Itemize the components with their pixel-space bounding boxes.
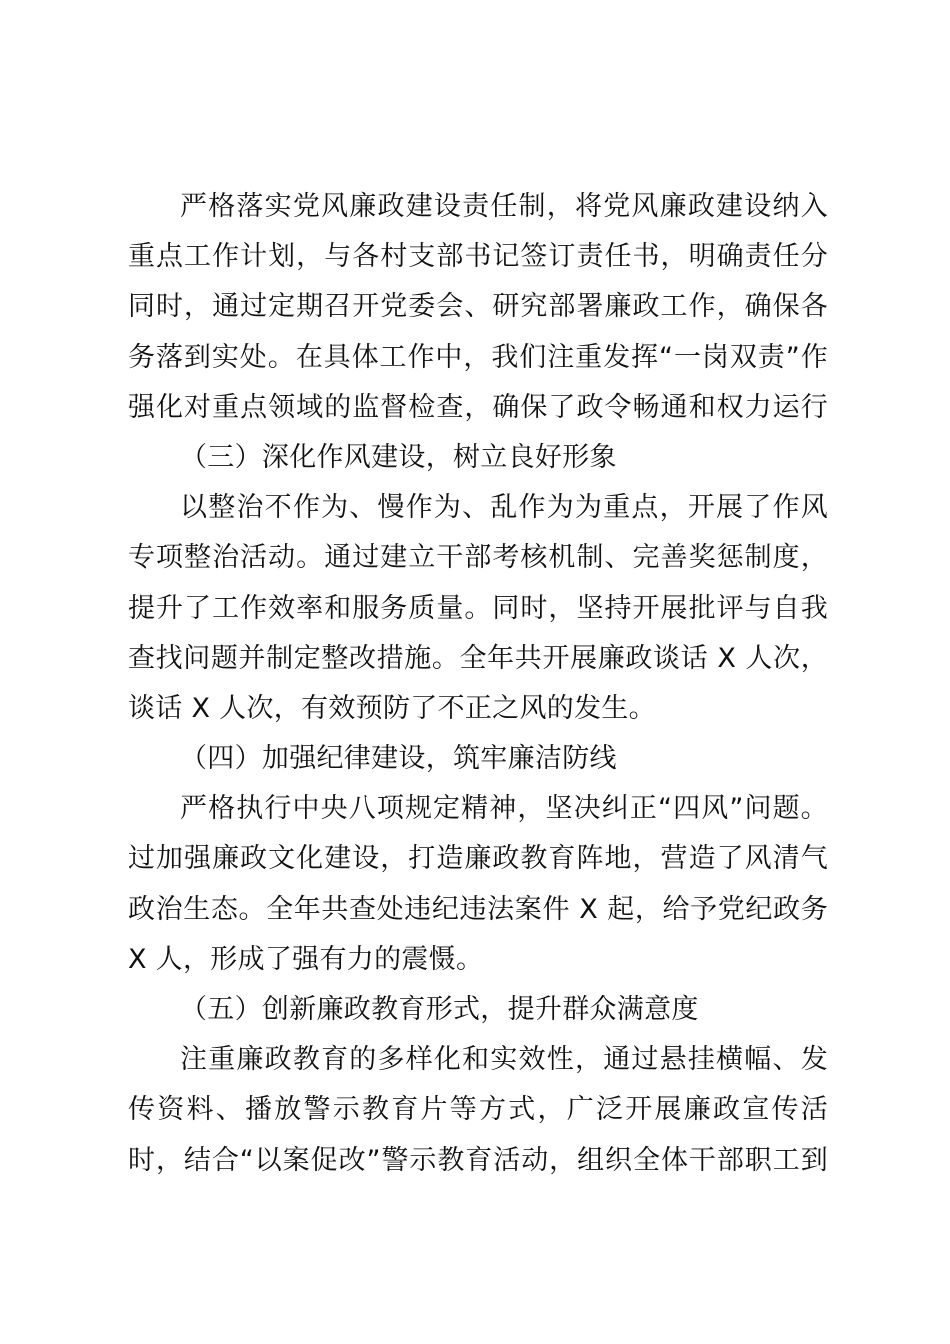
text-line: 时，结合“以案促改”警示教育活动，组织全体干部职工到 bbox=[128, 1144, 828, 1176]
text-line: 严格落实党风廉政建设责任制，将党风廉政建设纳入 bbox=[180, 191, 828, 222]
document-body bbox=[128, 182, 828, 1186]
heading-text: （四）加强纪律建设，筑牢廉洁防线 bbox=[180, 743, 617, 775]
text-line: 务落到实处。在具体工作中，我们注重发挥“一岗双责”作 bbox=[128, 341, 828, 373]
body-paragraph bbox=[128, 483, 828, 734]
text-line: 重点工作计划，与各村支部书记签订责任书，明确责任分 bbox=[128, 241, 828, 273]
text-line: 注重廉政教育的多样化和实效性，通过悬挂横幅、发 bbox=[180, 1044, 828, 1076]
body-paragraph bbox=[128, 1035, 828, 1186]
heading-text: （五）创新廉政教育形式，提升群众满意度 bbox=[180, 994, 699, 1025]
section-heading bbox=[128, 734, 828, 784]
text-line: X 人，形成了强有力的震慑。 bbox=[128, 943, 484, 975]
text-line: 谈话 X 人次，有效预防了不正之风的发生。 bbox=[128, 692, 656, 724]
text-line: 严格执行中央八项规定精神，坚决纠正“四风”问题。 bbox=[180, 793, 828, 825]
text-line: 强化对重点领域的监督检查，确保了政令畅通和权力运行 bbox=[128, 391, 828, 423]
text-line: 传资料、播放警示教育片等方式，广泛开展廉政宣传活 bbox=[128, 1094, 828, 1126]
body-paragraph bbox=[128, 784, 828, 985]
text-line: 查找问题并制定整改措施。全年共开展廉政谈话 X 人次， bbox=[128, 642, 828, 674]
text-line: 同时，通过定期召开党委会、研究部署廉政工作，确保各 bbox=[128, 291, 828, 323]
section-heading bbox=[128, 985, 828, 1035]
heading-text: （三）深化作风建设，树立良好形象 bbox=[180, 441, 617, 473]
body-paragraph bbox=[128, 182, 828, 433]
text-line: 提升了工作效率和服务质量。同时，坚持开展批评与自我 bbox=[128, 592, 828, 624]
text-line: 过加强廉政文化建设，打造廉政教育阵地，营造了风清气 bbox=[128, 843, 828, 875]
text-line: 专项整治活动。通过建立干部考核机制、完善奖惩制度， bbox=[128, 542, 828, 574]
text-line: 以整治不作为、慢作为、乱作为为重点，开展了作风 bbox=[180, 492, 828, 524]
section-heading bbox=[128, 433, 828, 483]
text-line: 政治生态。全年共查处违纪违法案件 X 起，给予党纪政务 bbox=[128, 893, 828, 925]
